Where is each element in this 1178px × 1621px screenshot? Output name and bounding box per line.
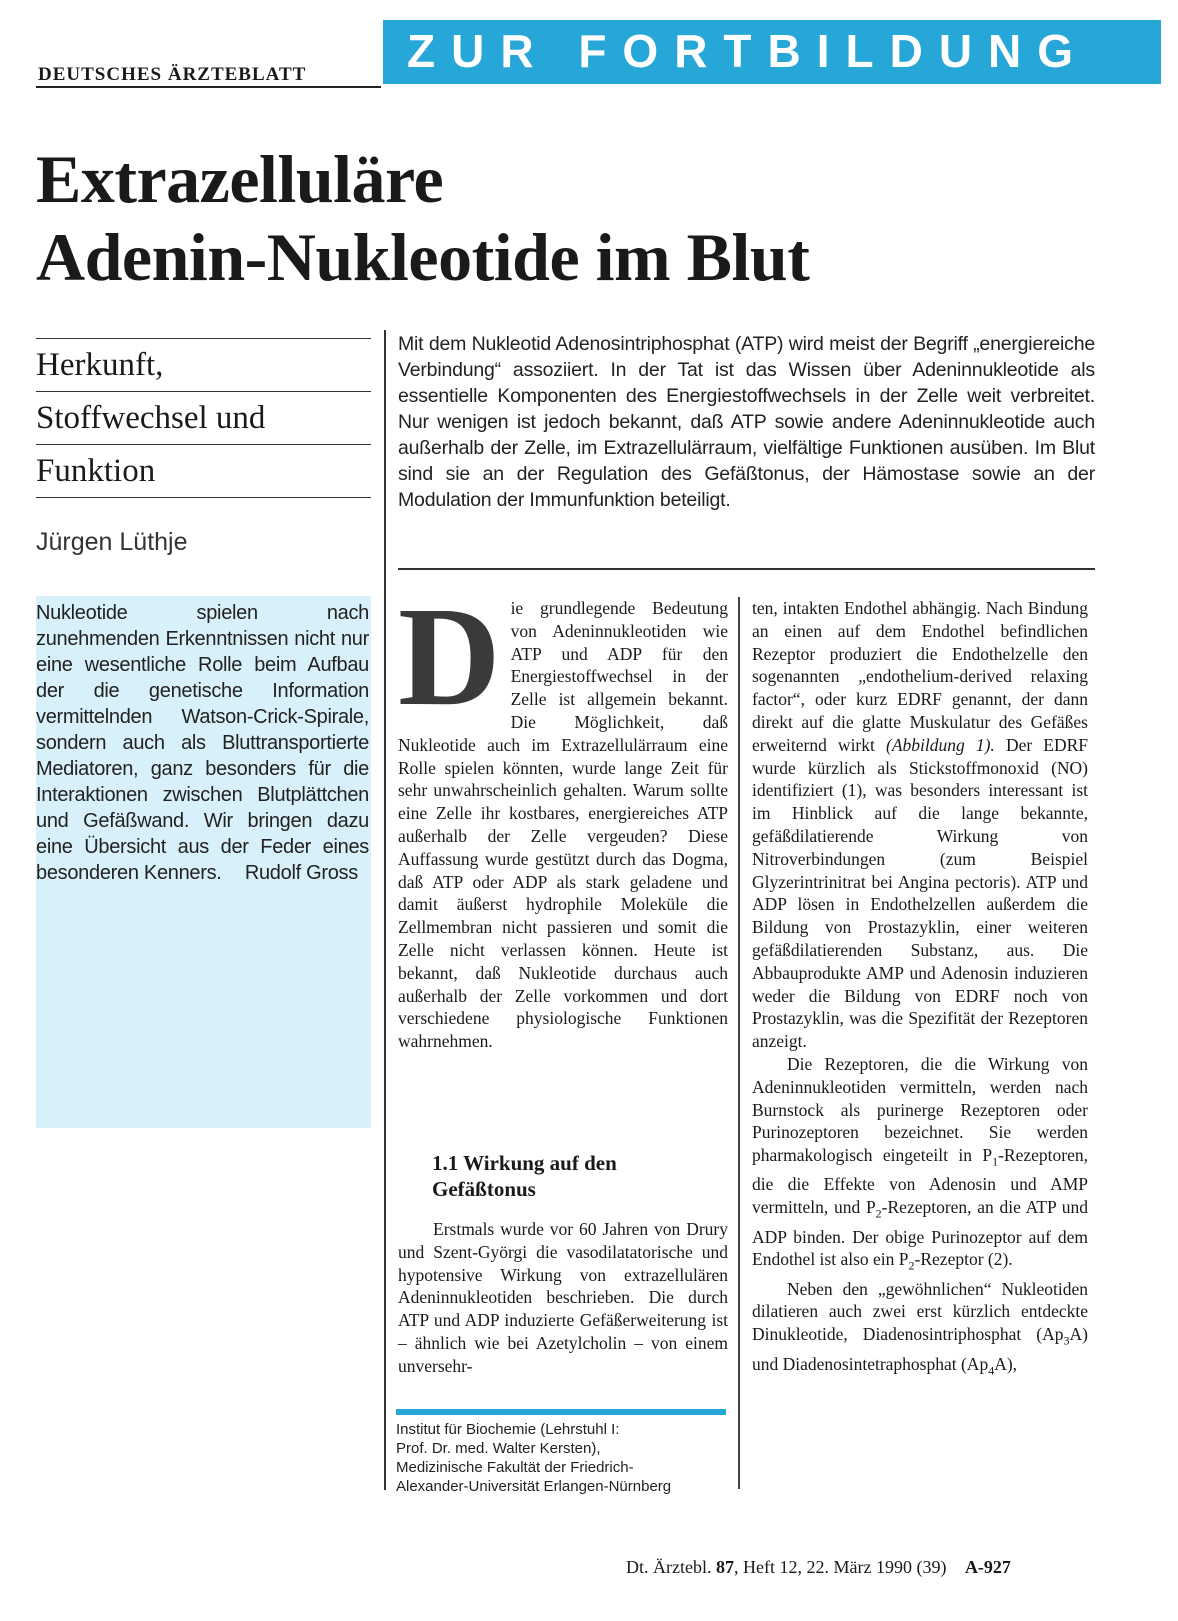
figure-reference: (Abbildung 1). bbox=[886, 734, 995, 755]
drop-cap: D bbox=[398, 577, 501, 735]
paragraph: ie grundlegende Bedeutung von Adeninnukleotiden wie ATP und ADP für den Energiestoffwechsel in der Zelle ist allgemein bekannt. Die Möglichkeit, daß Nukleotide auch im Extrazellulärraum eine Rolle spielen könnten, wurde lange Zeit für sehr unwahrscheinlich gehalten. Warum sollte eine Zelle ihr kostbares, energiereiches ATP außerhalb der Zelle vergeuden? Diese Auffassung wurde gestützt durch das Dogma, daß ATP oder ADP als stark geladene und damit äußerst hydrophile Moleküle die Zellmembran nicht passieren und somit die Zelle nicht verlassen können. Heute ist bekannt, daß Nukleotide durchaus auch außerhalb der Zelle vorkommen und dort verschiedene physiologische Funktionen wahrnehmen. bbox=[398, 598, 728, 1052]
title-line-2: Adenin-Nukleotide im Blut bbox=[36, 219, 810, 295]
editor-name: Rudolf Gross bbox=[244, 862, 358, 884]
footer-issue: , Heft 12, 22. März 1990 (39) bbox=[733, 1557, 947, 1577]
column-divider bbox=[738, 597, 740, 1489]
header-rule bbox=[36, 86, 381, 88]
paragraph bbox=[752, 597, 1088, 1053]
editor-note bbox=[36, 600, 369, 886]
paragraph-text: A), bbox=[994, 1353, 1018, 1374]
editor-note-box bbox=[36, 596, 371, 1128]
body-column-1-continued bbox=[398, 1218, 728, 1378]
abstract: Mit dem Nukleotid Adenosintriphosphat (ATP) wird meist der Begriff „energiereiche Verbindung“ assoziiert. In der Tat ist das Wissen über Adeninnukleotide als essentielle Komponenten des Energiestoffwechsels in der Zelle weit verbreitet. Nur wenigen ist jedoch bekannt, daß ATP sowie andere Adeninnukleotide auch außerhalb der Zelle, im Extrazellulärraum, vielfältige Funktionen ausüben. Im Blut sind sie an der Regulation des Gefäßtonus, der Hämostase sowie an der Modulation der Immunfunktion beteiligt. bbox=[398, 333, 1095, 511]
subtitle-line: Stoffwechsel und bbox=[36, 391, 371, 444]
body-column-2 bbox=[752, 597, 1088, 1382]
paragraph bbox=[752, 1053, 1088, 1278]
paragraph-text: -Rezeptor (2). bbox=[914, 1249, 1013, 1270]
page-number: A-927 bbox=[964, 1557, 1011, 1577]
affiliation bbox=[396, 1420, 736, 1496]
footer-journal: Dt. Ärztebl. bbox=[626, 1557, 712, 1577]
subtitle-line: Herkunft, bbox=[36, 338, 371, 391]
page-footer bbox=[626, 1557, 1011, 1578]
paragraph-text: ten, intakten Endothel abhängig. Nach Bindung an einen auf dem Endothel befindlichen Rezeptor produziert die Endothelzelle den sogenannten „endothelium-derived relaxing factor“, oder kurz EDRF genannt, der dann direkt auf die glatte Muskulatur des Gefäßes erweiternd wirkt bbox=[752, 598, 1088, 755]
paragraph bbox=[752, 1278, 1088, 1382]
subscript: 3 bbox=[1063, 1333, 1070, 1348]
abstract-rule bbox=[398, 568, 1095, 570]
column-divider bbox=[384, 330, 386, 1490]
paragraph-text: -Rezeptoren, an die ATP und ADP binden. Der obige Purinozeptor auf dem Endothel ist also ein P bbox=[752, 1197, 1088, 1270]
footer-volume: 87 bbox=[715, 1557, 734, 1577]
section-heading: 1.1 Wirkung auf den Gefäßtonus bbox=[432, 1151, 617, 1201]
paragraph-text: Der EDRF wurde kürzlich als Stickstoffmonoxid (NO) identifiziert (1), was besonders interessant ist im Hinblick auf die lange bekannte, gefäßdilatierende Wirkung von Nitroverbindungen (zum Beispiel Glyzerintrinitrat bei Angina pectoris). ATP und ADP lösen in Endothelzellen außerdem die Bildung von Prostazyklin, einer weiteren gefäßdilatierenden Substanz, aus. Die Abbauprodukte AMP und Adenosin induzieren weder die Bildung von EDRF noch von Prostazyklin, was die Spezifität der Rezeptoren anzeigt. bbox=[752, 734, 1089, 1052]
body-column-1 bbox=[398, 577, 728, 1053]
subtitle-line: Funktion bbox=[36, 444, 371, 498]
paragraph-text: A) und Diadenosintetraphosphat (Ap bbox=[752, 1324, 1088, 1374]
author-name: Jürgen Lüthje bbox=[36, 528, 188, 556]
affiliation-line: Medizinische Fakultät der Friedrich- bbox=[396, 1459, 634, 1476]
article-title bbox=[36, 140, 809, 296]
paragraph-text: -Rezeptoren, die die Effekte von Adenosin und AMP vermitteln, und P bbox=[752, 1145, 1088, 1218]
section-banner bbox=[383, 20, 1161, 84]
affiliation-bar bbox=[396, 1409, 726, 1415]
subscript: 2 bbox=[875, 1206, 882, 1221]
paragraph-text: Die Rezeptoren, die die Wirkung von Adeninnukleotiden vermitteln, werden nach Burnstock als purinerge Rezeptoren oder Purinozeptoren bezeichnet. Sie werden pharmakologisch eingeteilt in P bbox=[752, 1053, 1088, 1166]
section-banner-label: ZUR FORTBILDUNG bbox=[407, 25, 1090, 77]
journal-name: DEUTSCHES ÄRZTEBLATT bbox=[38, 64, 307, 85]
editor-note-text: Nukleotide spielen nach zunehmenden Erkenntnissen nicht nur eine wesentliche Rolle beim Aufbau der die genetische Information vermittelnden Watson-Crick-Spirale, sondern auch als Bluttransportierte Mediatoren, ganz besonders für die Interaktionen zwischen Blutplättchen und Gefäßwand. Wir bringen dazu eine Übersicht aus der Feder eines besonderen Kenners. bbox=[36, 602, 369, 884]
paragraph: Erstmals wurde vor 60 Jahren von Drury und Szent-Györgi die vasodilatatorische und hypotensive Wirkung von extrazellulären Adeninnukleotiden beschrieben. Die durch ATP und ADP induzierte Gefäßerweiterung ist – ähnlich wie bei Azetylcholin – von einem unversehr- bbox=[398, 1219, 728, 1376]
affiliation-line: Institut für Biochemie (Lehrstuhl I: bbox=[396, 1421, 620, 1438]
affiliation-line: Prof. Dr. med. Walter Kersten), bbox=[396, 1440, 601, 1457]
subscript: 4 bbox=[988, 1363, 995, 1377]
subscript: 1 bbox=[992, 1154, 999, 1169]
affiliation-line: Alexander-Universität Erlangen-Nürnberg bbox=[396, 1478, 672, 1495]
subscript: 2 bbox=[908, 1258, 915, 1273]
subtitle bbox=[36, 338, 371, 498]
paragraph-text: Neben den „gewöhnlichen“ Nukleotiden dilatieren auch zwei erst kürzlich entdeckte Dinukleotide, Diadenosintriphosphat (Ap bbox=[752, 1278, 1088, 1345]
title-line-1: Extrazelluläre bbox=[36, 141, 444, 217]
